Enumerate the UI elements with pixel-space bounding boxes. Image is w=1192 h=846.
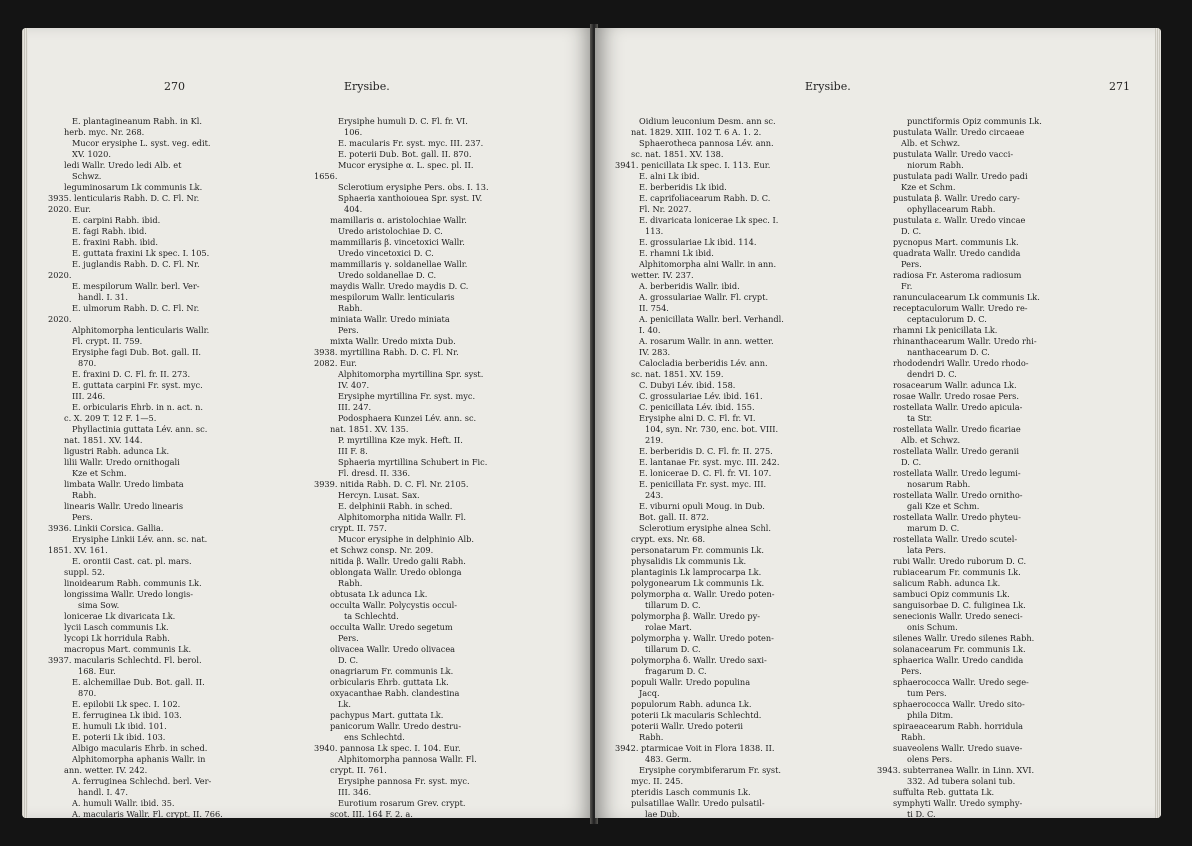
text-line: receptaculorum Wallr. Uredo re- [893,303,1028,313]
text-line: dendri D. C. [907,369,957,379]
text-line: punctiformis Opiz communis Lk. [907,116,1042,126]
text-line: E. humuli Lk ibid. 101. [72,721,167,731]
text-line: 3939. nitida Rabh. D. C. Fl. Nr. 2105. [314,479,469,489]
text-line: E. delphinii Rabh. in sched. [338,501,453,511]
text-line: 113. [645,226,664,236]
text-line: Fl. crypt. II. 759. [72,336,143,346]
text-line: tum Pers. [907,688,947,698]
text-line: tillarum D. C. [645,644,701,654]
text-line: rosae Wallr. Uredo rosae Pers. [893,391,1019,401]
text-line: ophyllacearum Rabh. [907,204,996,214]
text-line: sc. nat. 1851. XV. 138. [631,149,724,159]
text-line: mammillaris β. vincetoxici Wallr. [330,237,465,247]
text-line: 332. Ad tubera solani tub. [907,776,1016,786]
text-line: nat. 1851. XV. 144. [64,435,143,445]
text-line: quadrata Wallr. Uredo candida [893,248,1021,258]
text-line: E. lonicerae D. C. Fl. fr. VI. 107. [639,468,772,478]
text-line: Mucor erysiphe in delphinio Alb. [338,534,474,544]
text-line: Uredo soldanellae D. C. [338,270,437,280]
text-line: oblongata Wallr. Uredo oblonga [330,567,462,577]
text-line: sphaerococca Wallr. Uredo sege- [893,677,1029,687]
text-line: niorum Rabh. [907,160,964,170]
text-line: D. C. [901,226,922,236]
text-line: E. divaricata lonicerae Lk spec. I. [639,215,779,225]
text-line: poterii Lk macularis Schlechtd. [631,710,762,720]
text-line: Calocladia berberidis Lév. ann. [639,358,768,368]
text-line: miniata Wallr. Uredo miniata [330,314,450,324]
text-line: III. 247. [338,402,372,412]
text-line: 3942. ptarmicae Voit in Flora 1838. II. [615,743,775,753]
text-line: E. lantanae Fr. syst. myc. III. 242. [639,457,780,467]
text-line: E. grossulariae Lk ibid. 114. [639,237,757,247]
text-line: longissima Wallr. Uredo longis- [64,589,194,599]
text-line: A. ferruginea Schlechd. berl. Ver- [72,776,212,786]
text-line: rostellata Wallr. Uredo geranii [893,446,1019,456]
text-line: Sclerotium erysiphe Pers. obs. I. 13. [338,182,489,192]
text-line: rostellata Wallr. Uredo scutel- [893,534,1018,544]
text-line: Schwz. [72,171,102,181]
text-line: herb. myc. Nr. 268. [64,127,145,137]
text-line: polygonearum Lk communis Lk. [631,578,765,588]
text-line: E. rhamni Lk ibid. [639,248,714,258]
text-line: panicorum Wallr. Uredo destru- [330,721,462,731]
text-line: 3937. macularis Schlechtd. Fl. berol. [48,655,202,665]
text-line: wetter. IV. 237. [631,270,694,280]
text-line: E. ferruginea Lk ibid. 103. [72,710,182,720]
text-line: rostellata Wallr. Uredo phyteu- [893,512,1021,522]
text-line: solanacearum Fr. communis Lk. [893,644,1026,654]
text-line: tillarum D. C. [645,600,701,610]
text-line: 243. [645,490,664,500]
text-line: rolae Mart. [645,622,692,632]
text-line: ta Schlechtd. [344,611,399,621]
text-line: III. 346. [338,787,372,797]
page-number: 270 [164,80,185,93]
text-line: Fl. dresd. II. 336. [338,468,411,478]
text-line: crypt. exs. Nr. 68. [631,534,706,544]
text-line: Erysiphe humuli D. C. Fl. fr. VI. [338,116,468,126]
text-line: polymorpha β. Wallr. Uredo py- [631,611,761,621]
text-line: Sphaerotheca pannosa Lév. ann. [639,138,774,148]
text-line: orbicularis Ehrb. guttata Lk. [330,677,449,687]
running-head: Erysibe. [344,80,390,93]
text-line: E. penicillata Fr. syst. myc. III. [639,479,767,489]
text-line: rhamni Lk penicillata Lk. [893,325,998,335]
text-line: 2082. Eur. [314,358,357,368]
text-line: 106. [344,127,363,137]
text-line: Fl. Nr. 2027. [639,204,692,214]
text-line: Alb. et Schwz. [901,138,961,148]
left-column-1 [48,116,296,818]
text-line: E. viburni opuli Moug. in Dub. [639,501,765,511]
text-line: limbata Wallr. Uredo limbata [64,479,184,489]
text-line: II. 754. [639,303,669,313]
text-line: nat. 1829. XIII. 102 T. 6 A. 1. 2. [631,127,762,137]
text-line: Alphitomorpha lenticularis Wallr. [72,325,210,335]
text-line: 404. [344,204,363,214]
text-line: rostellata Wallr. Uredo ficariae [893,424,1021,434]
text-line: sambuci Opiz communis Lk. [893,589,1010,599]
text-line: fragarum D. C. [645,666,707,676]
text-line: 2020. [48,270,72,280]
text-line: nitida β. Wallr. Uredo galii Rabh. [330,556,466,566]
text-line: sima Sow. [78,600,120,610]
text-line: C. Dubyi Lév. ibid. 158. [639,380,736,390]
text-line: Eurotium rosarum Grev. crypt. [338,798,466,808]
text-line: C. penicillata Lév. ibid. 155. [639,402,755,412]
text-line: E. juglandis Rabh. D. C. Fl. Nr. [72,259,200,269]
text-line: phila Ditm. [907,710,954,720]
text-line: IV. 283. [639,347,671,357]
text-line: pustulata ε. Wallr. Uredo vincae [893,215,1026,225]
text-line: Erysiphe pannosa Fr. syst. myc. [338,776,470,786]
text-line: sanguisorbae D. C. fuliginea Lk. [893,600,1026,610]
text-line: symphyti Wallr. Uredo symphy- [893,798,1023,808]
text-line: marum D. C. [907,523,960,533]
text-line: crypt. II. 761. [330,765,387,775]
text-line: A. rosarum Wallr. in ann. wetter. [639,336,774,346]
text-line: Mucor erysiphe L. syst. veg. edit. [72,138,211,148]
text-line: 1656. [314,171,338,181]
text-line: leguminosarum Lk communis Lk. [64,182,203,192]
text-line: Rabh. [338,303,363,313]
text-line: obtusata Lk adunca Lk. [330,589,428,599]
text-line: mamillaris α. aristolochiae Wallr. [330,215,467,225]
text-line: c. X. 209 T. 12 F. 1—5. [64,413,157,423]
text-line: E. alchemillae Dub. Bot. gall. II. [72,677,205,687]
text-line: 2020. Eur. [48,204,91,214]
text-line: Jacq. [639,688,660,698]
text-line: E. epilobii Lk spec. I. 102. [72,699,181,709]
text-line: nosarum Rabh. [907,479,971,489]
text-line: Rabh. [338,578,363,588]
text-line: Pers. [338,325,359,335]
text-line: Sphaeria xanthoiouea Spr. syst. IV. [338,193,483,203]
text-line: Oidium leuconium Desm. ann sc. [639,116,776,126]
text-line: polymorpha δ. Wallr. Uredo saxi- [631,655,767,665]
text-line: suffulta Reb. guttata Lk. [893,787,995,797]
text-line: E. alni Lk ibid. [639,171,700,181]
text-line: E. poterii Dub. Bot. gall. II. 870. [338,149,472,159]
text-line: radiosa Fr. Asteroma radiosum [893,270,1022,280]
text-line: Fr. [901,281,913,291]
text-line: personatarum Fr. communis Lk. [631,545,764,555]
text-line: 483. Germ. [645,754,692,764]
text-line: Albigo macularis Ehrb. in sched. [72,743,208,753]
text-line: Erysiphe corymbiferarum Fr. syst. [639,765,782,775]
text-line: ranunculacearum Lk communis Lk. [893,292,1040,302]
text-line: mammillaris γ. soldanellae Wallr. [330,259,468,269]
text-line: linearis Wallr. Uredo linearis [64,501,184,511]
text-line: Alphitomorpha pannosa Wallr. Fl. [338,754,477,764]
text-line: E. poterii Lk ibid. 103. [72,732,166,742]
text-line: ligustri Rabh. adunca Lk. [64,446,170,456]
text-line: Mucor erysiphe α. L. spec. pl. II. [338,160,474,170]
text-line: ti D. C. [907,809,936,818]
text-line: rostellata Wallr. Uredo ornitho- [893,490,1023,500]
text-line: gali Kze et Schm. [907,501,980,511]
text-line: pustulata Wallr. Uredo circaeae [893,127,1025,137]
text-line: plantaginis Lk lamprocarpa Lk. [631,567,762,577]
text-line: E. berberidis Lk ibid. [639,182,727,192]
text-line: rostellata Wallr. Uredo legumi- [893,468,1021,478]
text-line: Pers. [901,259,922,269]
text-line: Podosphaera Kunzei Lév. ann. sc. [338,413,477,423]
text-line: Pers. [901,666,922,676]
text-line: ann. wetter. IV. 242. [64,765,148,775]
text-line: rubi Wallr. Uredo ruborum D. C. [893,556,1027,566]
text-line: poterii Wallr. Uredo poterii [631,721,743,731]
text-line: 2020. [48,314,72,324]
text-line: myc. II. 245. [631,776,684,786]
text-line: physalidis Lk communis Lk. [631,556,747,566]
text-line: 168. Eur. [78,666,116,676]
text-line: Uredo vincetoxici D. C. [338,248,434,258]
text-line: Sphaeria myrtillina Schubert in Fic. [338,457,488,467]
text-line: 3941. penicillata Lk spec. I. 113. Eur. [615,160,771,170]
text-line: ens Schlechtd. [344,732,405,742]
text-line: Alphitomorpha myrtillina Spr. syst. [338,369,484,379]
text-line: macropus Mart. communis Lk. [64,644,192,654]
text-line: polymorpha γ. Wallr. Uredo poten- [631,633,774,643]
text-line: rhododendri Wallr. Uredo rhodo- [893,358,1029,368]
text-line: pachypus Mart. guttata Lk. [330,710,444,720]
text-line: E. carpini Rabh. ibid. [72,215,161,225]
text-line: occulta Wallr. Uredo segetum [330,622,453,632]
text-line: salicum Rabh. adunca Lk. [893,578,1001,588]
text-line: rubiacearum Fr. communis Lk. [893,567,1021,577]
text-line: rostellata Wallr. Uredo apicula- [893,402,1023,412]
text-line: linoidearum Rabh. communis Lk. [64,578,202,588]
text-line: sphaerococca Wallr. Uredo sito- [893,699,1025,709]
text-line: 3943. subterranea Wallr. in Linn. XVI. [877,765,1035,775]
text-line: populi Wallr. Uredo populina [631,677,751,687]
text-line: Alphitomorpha alni Wallr. in ann. [639,259,777,269]
text-line: lae Dub. [645,809,680,818]
text-line: senecionis Wallr. Uredo seneci- [893,611,1023,621]
text-line: handl. I. 47. [78,787,128,797]
text-line: E. orbicularis Ehrb. in n. act. n. [72,402,203,412]
text-line: E. fraxini Rabh. ibid. [72,237,159,247]
text-line: E. berberidis D. C. Fl. fr. II. 275. [639,446,773,456]
text-line: spiraeacearum Rabh. horridula [893,721,1024,731]
text-line: Pers. [338,633,359,643]
text-line: Bot. gall. II. 872. [639,512,709,522]
text-line: oxyacanthae Rabh. clandestina [330,688,460,698]
text-line: XV. 1020. [72,149,111,159]
text-line: C. grossulariae Lév. ibid. 161. [639,391,763,401]
text-line: 3936. Linkii Corsica. Gallia. [48,523,164,533]
text-line: 3938. myrtillina Rabh. D. C. Fl. Nr. [314,347,459,357]
text-line: rosacearum Wallr. adunca Lk. [893,380,1017,390]
page-edge [22,28,28,818]
text-line: ta Str. [907,413,933,423]
text-line: Hercyn. Lusat. Sax. [338,490,420,500]
text-line: D. C. [338,655,359,665]
left-column-2 [314,116,562,818]
text-line: A. macularis Wallr. Fl. crypt. II. 766. [72,809,223,818]
text-line: lata Pers. [907,545,946,555]
text-line: crypt. II. 757. [330,523,387,533]
text-line: Lk. [338,699,352,709]
text-line: sphaerica Wallr. Uredo candida [893,655,1024,665]
text-line: Erysiphe myrtillina Fr. syst. myc. [338,391,476,401]
text-line: Sclerotium erysiphe alnea Schl. [639,523,772,533]
text-line: 870. [78,688,97,698]
right-column-2 [877,116,1125,818]
text-line: populorum Rabh. adunca Lk. [631,699,752,709]
text-line: E. fraxini D. C. Fl. fr. II. 273. [72,369,191,379]
text-line: I. 40. [639,325,661,335]
text-line: E. guttata carpini Fr. syst. myc. [72,380,203,390]
text-line: pustulata β. Wallr. Uredo cary- [893,193,1020,203]
text-line: Kze et Schm. [901,182,956,192]
page-edge [1155,28,1161,818]
text-line: Erysiphe alni D. C. Fl. fr. VI. [639,413,756,423]
text-line: E. ulmorum Rabh. D. C. Fl. Nr. [72,303,200,313]
text-line: 3935. lenticularis Rabh. D. C. Fl. Nr. [48,193,200,203]
text-line: Alphitomorpha aphanis Wallr. in [72,754,206,764]
right-page [595,28,1161,818]
text-line: E. orontii Cast. cat. pl. mars. [72,556,192,566]
text-line: Phyllactinia guttata Lév. ann. sc. [72,424,208,434]
text-line: Erysiphe fagi Dub. Bot. gall. II. [72,347,202,357]
text-line: 3940. pannosa Lk spec. I. 104. Eur. [314,743,461,753]
text-line: rhinanthacearum Wallr. Uredo rhi- [893,336,1037,346]
left-page [22,28,594,818]
text-line: E. plantagineanum Rabh. in Kl. [72,116,202,126]
text-line: lonicerae Lk divaricata Lk. [64,611,176,621]
text-line: ceptaculorum D. C. [907,314,987,324]
text-line: E. caprifoliacearum Rabh. D. C. [639,193,771,203]
text-line: A. humuli Wallr. ibid. 35. [72,798,175,808]
text-line: scot. III. 164 F. 2. a. [330,809,413,818]
text-line: A. berberidis Wallr. ibid. [639,281,740,291]
text-line: et Schwz consp. Nr. 209. [330,545,434,555]
text-line: nanthacearum D. C. [907,347,990,357]
text-line: Uredo aristolochiae D. C. [338,226,443,236]
running-head: Erysibe. [805,80,851,93]
text-line: pycnopus Mart. communis Lk. [893,237,1019,247]
text-line: sc. nat. 1851. XV. 159. [631,369,724,379]
page-number: 271 [1109,80,1130,93]
text-line: mixta Wallr. Uredo mixta Dub. [330,336,456,346]
text-line: polymorpha α. Wallr. Uredo poten- [631,589,775,599]
text-line: maydis Wallr. Uredo maydis D. C. [330,281,469,291]
text-line: nat. 1851. XV. 135. [330,424,409,434]
text-line: lycopi Lk horridula Rabh. [64,633,170,643]
text-line: E. macularis Fr. syst. myc. III. 237. [338,138,484,148]
text-line: P. myrtillina Kze myk. Heft. II. [338,435,463,445]
text-line: suppl. 52. [64,567,105,577]
text-line: pustulata Wallr. Uredo vacci- [893,149,1014,159]
text-line: 219. [645,435,664,445]
text-line: A. penicillata Wallr. berl. Verhandl. [639,314,784,324]
text-line: pustulata padi Wallr. Uredo padi [893,171,1028,181]
text-line: Alphitomorpha nitida Wallr. Fl. [338,512,466,522]
text-line: A. grossulariae Wallr. Fl. crypt. [639,292,769,302]
text-line: handl. I. 31. [78,292,128,302]
text-line: 870. [78,358,97,368]
text-line: Erysiphe Linkii Lév. ann. sc. nat. [72,534,208,544]
text-line: III. 246. [72,391,106,401]
text-line: mespilorum Wallr. lenticularis [330,292,455,302]
text-line: olivacea Wallr. Uredo olivacea [330,644,456,654]
text-line: 104, syn. Nr. 730, enc. bot. VIII. [645,424,779,434]
text-line: III F. 8. [338,446,368,456]
text-line: Alb. et Schwz. [901,435,961,445]
text-line: Rabh. [639,732,664,742]
text-line: D. C. [901,457,922,467]
text-line: Pers. [72,512,93,522]
text-line: IV. 407. [338,380,370,390]
right-column-1 [615,116,863,818]
text-line: pulsatillae Wallr. Uredo pulsatil- [631,798,765,808]
text-line: occulta Wallr. Polycystis occul- [330,600,458,610]
text-line: E. guttata fraxini Lk spec. I. 105. [72,248,210,258]
text-line: ledi Wallr. Uredo ledi Alb. et [64,160,182,170]
text-line: onis Schum. [907,622,958,632]
text-line: Rabh. [901,732,926,742]
text-line: E. fagi Rabh. ibid. [72,226,147,236]
text-line: pteridis Lasch communis Lk. [631,787,751,797]
text-line: onagriarum Fr. communis Lk. [330,666,454,676]
text-line: lycii Lasch communis Lk. [64,622,169,632]
text-line: suaveolens Wallr. Uredo suave- [893,743,1023,753]
text-line: E. mespilorum Wallr. berl. Ver- [72,281,200,291]
text-line: Kze et Schm. [72,468,127,478]
text-line: silenes Wallr. Uredo silenes Rabh. [893,633,1035,643]
text-line: olens Pers. [907,754,953,764]
text-line: Rabh. [72,490,97,500]
text-line: 1851. XV. 161. [48,545,108,555]
text-line: lilii Wallr. Uredo ornithogali [64,457,180,467]
